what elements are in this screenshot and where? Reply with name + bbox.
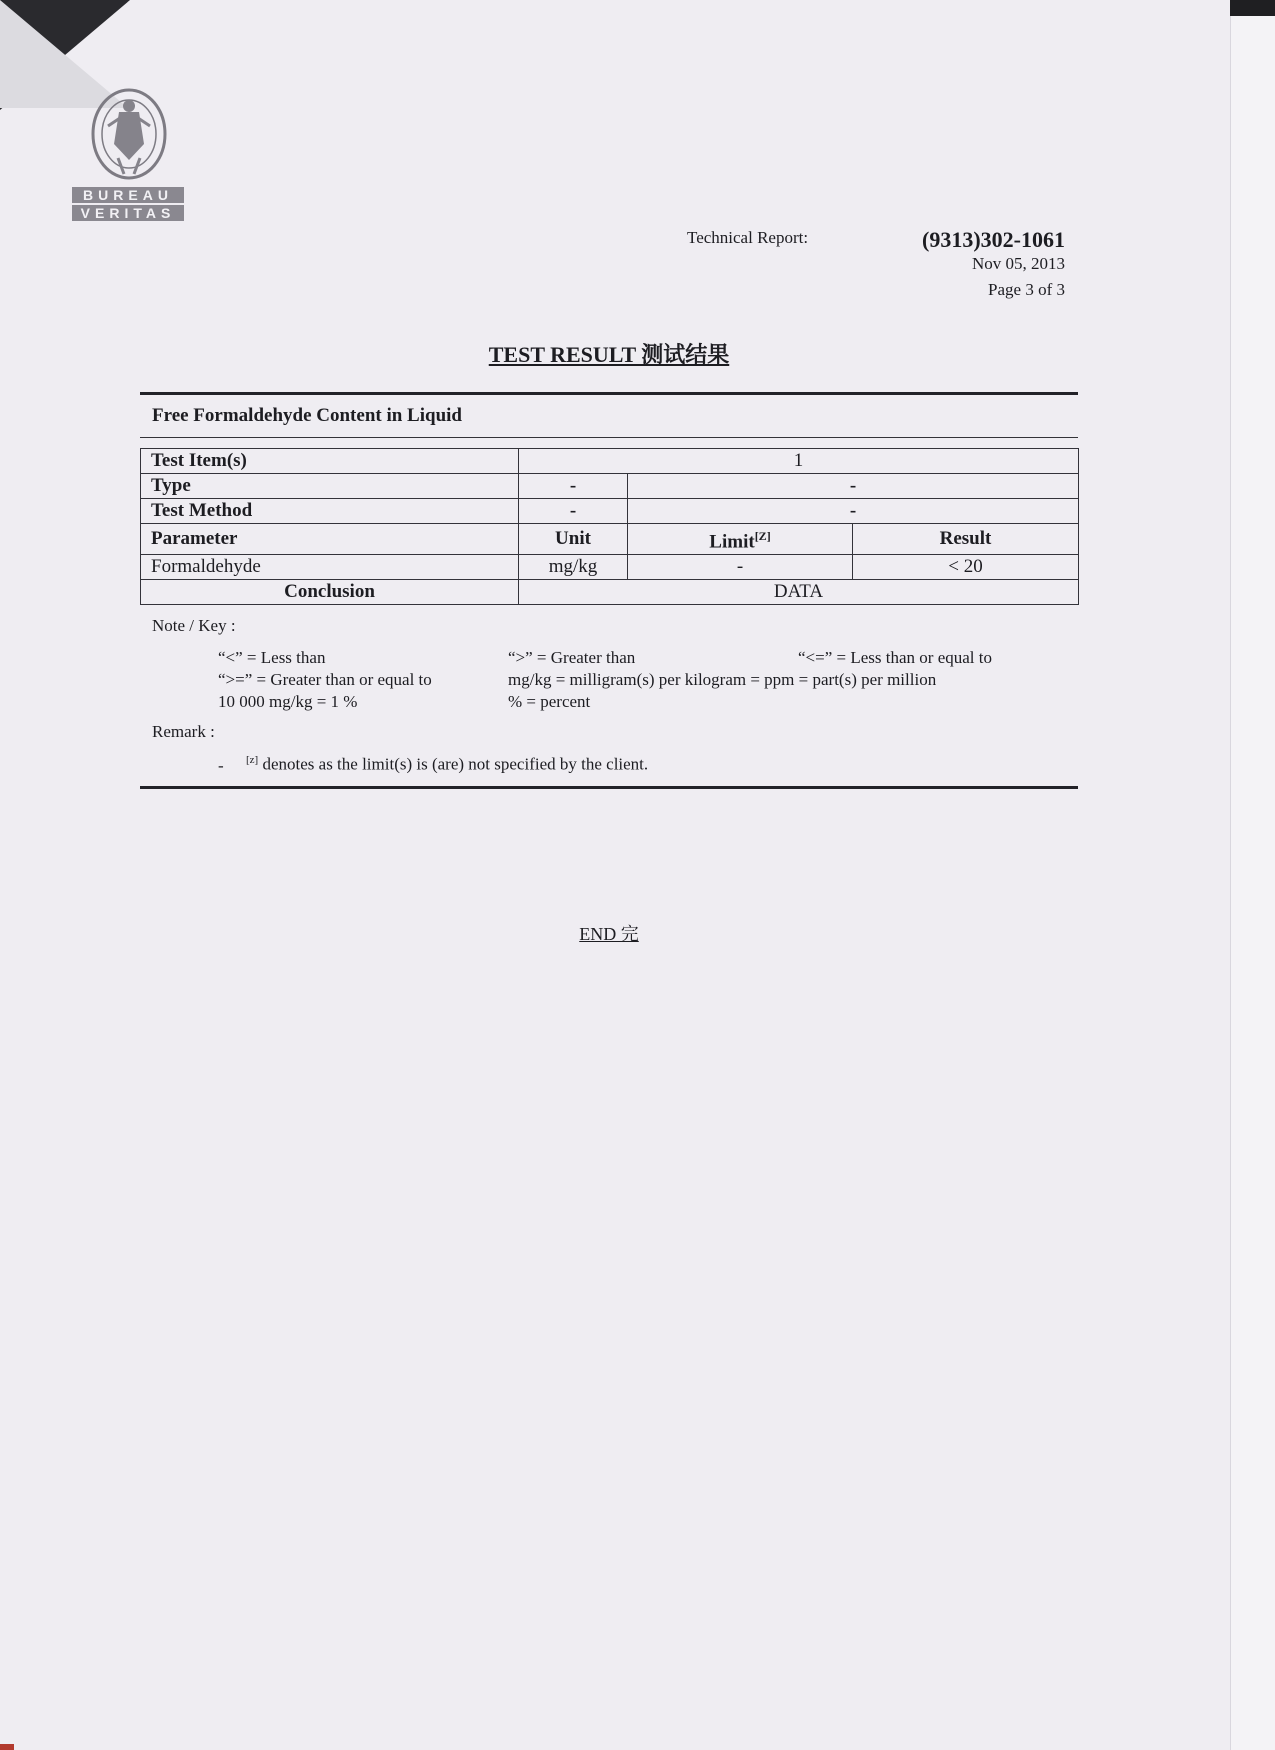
type-value: - bbox=[628, 474, 1079, 499]
logo-word-bottom: VERITAS bbox=[72, 205, 184, 221]
parameter-cell: Formaldehyde bbox=[141, 555, 519, 580]
method-label: Test Method bbox=[141, 499, 519, 524]
conclusion-value: DATA bbox=[519, 580, 1079, 605]
test-items-value: 1 bbox=[519, 449, 1079, 474]
conclusion-label: Conclusion bbox=[141, 580, 519, 605]
note-greater-than: “>” = Greater than bbox=[508, 648, 636, 667]
table-row bbox=[141, 474, 1079, 499]
logo-wordmark bbox=[72, 187, 184, 223]
table-row bbox=[141, 449, 1079, 474]
top-rule bbox=[140, 392, 1078, 395]
unit-cell: mg/kg bbox=[519, 555, 628, 580]
note-greater-equal: “>=” = Greater than or equal to bbox=[218, 670, 432, 689]
note-percent: % = percent bbox=[508, 692, 591, 711]
page-number: Page 3 of 3 bbox=[988, 280, 1065, 299]
page-edge bbox=[1230, 0, 1275, 1750]
remark-text bbox=[246, 754, 648, 775]
result-header: Result bbox=[853, 524, 1079, 555]
limit-superscript: [Z] bbox=[754, 529, 771, 543]
result-cell: < 20 bbox=[853, 555, 1079, 580]
remark-body: denotes as the limit(s) is (are) not specified by the client. bbox=[262, 754, 649, 774]
limit-header-cell bbox=[628, 524, 853, 555]
report-date: Nov 05, 2013 bbox=[971, 254, 1065, 273]
table-row bbox=[141, 499, 1079, 524]
limit-cell: - bbox=[628, 555, 853, 580]
end-mark: END 完 bbox=[579, 924, 639, 944]
test-items-label: Test Item(s) bbox=[141, 449, 519, 474]
note-percent-equiv: 10 000 mg/kg = 1 % bbox=[218, 692, 358, 711]
remark-superscript: [z] bbox=[246, 754, 259, 766]
report-number: (9313)302-1061 bbox=[922, 227, 1065, 252]
note-mgkg: mg/kg = milligram(s) per kilogram = ppm = part(s) per million bbox=[508, 670, 937, 689]
table-row bbox=[141, 580, 1079, 605]
table-row bbox=[141, 555, 1079, 580]
type-unit: - bbox=[519, 474, 628, 499]
page-title: TEST RESULT 测试结果 bbox=[488, 342, 730, 367]
remark-dash: - bbox=[218, 756, 224, 775]
scanner-top-bar bbox=[1230, 0, 1275, 16]
method-unit: - bbox=[519, 499, 628, 524]
bottom-rule bbox=[140, 786, 1078, 789]
type-label: Type bbox=[141, 474, 519, 499]
scan-edge-mark bbox=[0, 1744, 14, 1750]
note-less-than: “<” = Less than bbox=[218, 648, 326, 667]
limit-header: Limit bbox=[709, 531, 755, 553]
parameter-header: Parameter bbox=[141, 524, 519, 555]
results-table bbox=[140, 448, 1079, 605]
section-title: Free Formaldehyde Content in Liquid bbox=[152, 405, 462, 426]
unit-header: Unit bbox=[519, 524, 628, 555]
note-less-equal: “<=” = Less than or equal to bbox=[798, 648, 992, 667]
report-label: Technical Report: bbox=[687, 228, 809, 247]
note-heading: Note / Key : bbox=[152, 616, 236, 635]
logo-word-top: BUREAU bbox=[72, 187, 184, 203]
method-value: - bbox=[628, 499, 1079, 524]
remark-heading: Remark : bbox=[152, 722, 215, 741]
table-row bbox=[141, 524, 1079, 555]
section-rule bbox=[140, 437, 1078, 438]
